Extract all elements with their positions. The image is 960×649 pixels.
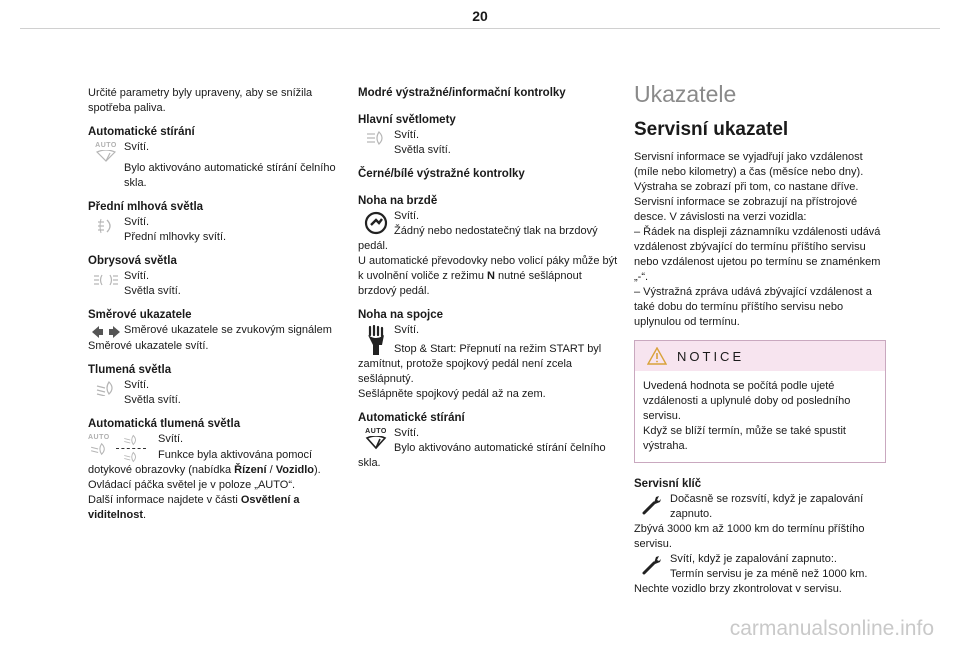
side-lights-heading: Obrysová světla (88, 255, 177, 267)
brake-heading: Noha na brzdě (358, 195, 438, 207)
clutch-heading: Noha na spojce (358, 309, 443, 321)
column-1 (88, 86, 350, 523)
spanner-line-3: Svítí, když je zapalování zapnuto:. (670, 553, 837, 565)
section-title: Ukazatele (634, 81, 737, 107)
auto-dipped-line-1: Svítí. (158, 433, 184, 445)
service-text-1: Servisní informace se vyjadřují jako vzdálenost (míle nebo kilometry) a čas (měsíce nebo dny). (634, 151, 864, 178)
spanner-icon (634, 492, 670, 522)
indicators-line-2: Směrové ukazatele svítí. (88, 340, 209, 352)
clutch-line-3: Sešlápněte spojkový pedál až na zem. (358, 388, 546, 400)
page-number: 20 (472, 8, 488, 24)
auto-wipe-2-heading: Automatické stírání (358, 412, 465, 424)
brake-text-b: nutné sešlápnout brzdový pedál. (358, 270, 582, 297)
service-text-5: – Výstražná zpráva udává zbývající vzdálenost a také dobu do termínu příštího servisu nebo uplynulou od termínu. (634, 286, 872, 328)
front-fog-icon (88, 215, 124, 245)
auto-dipped-text-c: Další informace najdete v části (88, 494, 241, 506)
spanner-entry-1 (634, 492, 886, 522)
main-beam-line-1: Svítí. (394, 129, 420, 141)
foot-on-brake-icon (358, 209, 394, 239)
bw-warning-heading: Černé/bílé výstražné kontrolky (358, 168, 525, 180)
brake-line-3 (358, 254, 620, 299)
auto-dipped-text-b: ). (314, 464, 321, 476)
notice-box (634, 340, 886, 463)
spanner-entry-2 (634, 552, 886, 582)
auto-dipped-bold-osvetleni: Osvětlení a viditelnost (88, 494, 300, 521)
watermark-footer: carmanualsonline.info (729, 617, 934, 640)
brake-bold-n: N (487, 270, 495, 282)
main-beam-icon (358, 128, 394, 158)
foot-on-clutch-icon (358, 323, 394, 357)
clutch-line-1: Svítí. (394, 324, 420, 336)
notice-header (635, 341, 885, 371)
side-lights-line-2: Světla svítí. (124, 285, 181, 297)
spanner-heading: Servisní klíč (634, 478, 702, 490)
indicators-entry (88, 323, 350, 339)
service-text-2: Výstraha se zobrazí při tom, co nastane dříve. (634, 181, 859, 193)
auto-dipped-icon: AUTO (88, 432, 158, 463)
turn-arrows-icon (88, 323, 124, 339)
auto-dipped-text-a: Funkce byla aktivována pomocí dotykové obrazovky (nabídka (88, 449, 313, 476)
column-3 (634, 80, 886, 597)
spanner-line-5: Nechte vozidlo brzy zkontrolovat v servisu. (634, 583, 842, 595)
front-fog-heading: Přední mlhová světla (88, 201, 204, 213)
indicators-heading: Směrové ukazatele (88, 309, 192, 321)
main-beam-heading: Hlavní světlomety (358, 114, 456, 126)
spanner-line-4: Termín servisu je za méně než 1000 km. (670, 568, 868, 580)
spanner-line-1: Dočasně se rozsvítí, když je zapalování zapnuto. (670, 493, 864, 520)
intro-text: Určité parametry byly upraveny, aby se snížila spotřeba paliva. (88, 87, 313, 114)
main-beam-entry (358, 128, 620, 158)
auto-wipe-line-2: Bylo aktivováno automatické stírání čelního skla. (124, 162, 336, 189)
brake-line-2: Žádný nebo nedostatečný tlak na brzdový pedál. (358, 225, 598, 252)
auto-dipped-bold-rizeni: Řízení (234, 464, 267, 476)
auto-dipped-line-3: Ovládací páčka světel je v poloze „AUTO“. (88, 479, 296, 491)
dipped-line-1: Svítí. (124, 379, 150, 391)
auto-wipe-2-line-1: Svítí. (394, 427, 420, 439)
dipped-beam-icon (88, 378, 124, 408)
column-2 (358, 86, 620, 471)
blue-warning-heading: Modré výstražné/informační kontrolky (358, 87, 566, 99)
front-fog-entry (88, 215, 350, 245)
front-fog-line-1: Svítí. (124, 216, 150, 228)
auto-wipe-icon: AUTO (88, 140, 124, 162)
brake-line-1: Svítí. (394, 210, 420, 222)
service-indicator-title: Servisní ukazatel (634, 119, 789, 140)
auto-dipped-line-4 (88, 493, 350, 523)
auto-dipped-heading: Automatická tlumená světla (88, 418, 241, 430)
auto-dipped-bold-vozidlo: Vozidlo (275, 464, 315, 476)
dipped-line-2: Světla svítí. (124, 394, 181, 406)
side-lights-line-1: Svítí. (124, 270, 150, 282)
warning-triangle-icon (647, 347, 667, 365)
spanner-icon-2 (634, 552, 670, 582)
notice-line-1: Uvedená hodnota se počítá podle ujeté vzdálenosti a uplynulé doby od posledního servisu. (643, 380, 851, 422)
auto-wipe-2-line-2: Bylo aktivováno automatické stírání čelního skla. (358, 442, 606, 469)
auto-wipe-2-icon: AUTO (358, 426, 394, 456)
auto-dipped-text-d: . (143, 509, 147, 521)
service-text-3: Servisní informace se zobrazují na přístrojové desce. V závislosti na verzi vozidla: (634, 196, 858, 223)
notice-line-2: Když se blíží termín, může se také spustit výstraha. (643, 425, 846, 452)
service-text-4: – Řádek na displeji záznamníku vzdálenosti udává vzdálenost zbývající do termínu příštího servisu nebo vzdálenost ujetou po termínu se znaménkem „-“. (634, 226, 881, 283)
auto-wipe-entry (88, 140, 350, 162)
indicators-line-1: Směrové ukazatele se zvukovým signálem (124, 324, 332, 336)
dipped-entry (88, 378, 350, 408)
front-fog-line-2: Přední mlhovky svítí. (124, 231, 227, 243)
auto-wipe-line-1: Svítí. (124, 141, 150, 153)
notice-title: NOTICE (677, 348, 745, 364)
clutch-line-2: Stop & Start: Přepnutí na režim START byl zamítnut, protože spojkový pedál není zcela sešlápnutý. (358, 343, 602, 385)
brake-text-a: U automatické převodovky nebo volicí páky může být k uvolnění voliče z režimu (358, 255, 618, 282)
side-lights-entry (88, 269, 350, 299)
dipped-heading: Tlumená světla (88, 364, 172, 376)
auto-wipe-heading: Automatické stírání (88, 126, 195, 138)
notice-body (635, 371, 885, 462)
spanner-line-2: Zbývá 3000 km až 1000 km do termínu příštího servisu. (634, 523, 865, 550)
main-beam-line-2: Světla svítí. (394, 144, 451, 156)
side-lights-icon (88, 269, 124, 299)
top-divider (20, 28, 940, 29)
auto-dipped-sep: / (266, 464, 276, 476)
